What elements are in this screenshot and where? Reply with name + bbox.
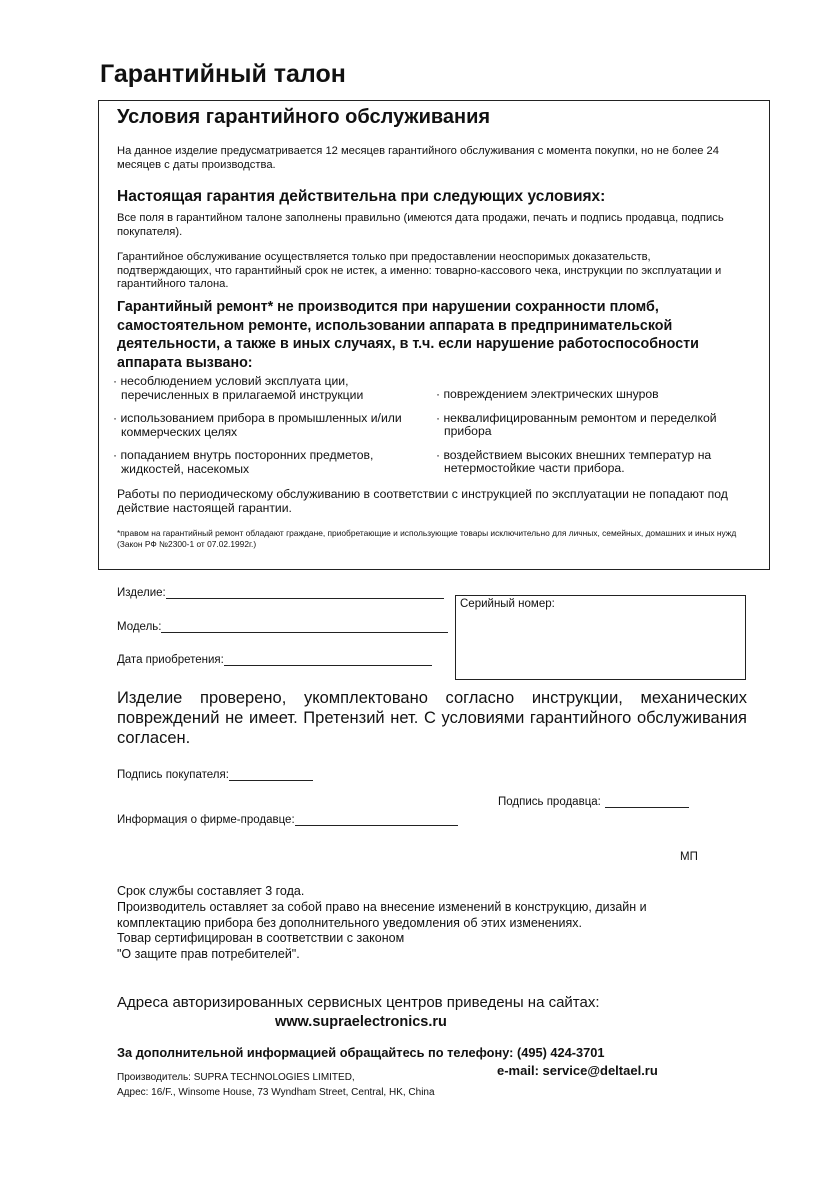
address: Адрес: 16/F., Winsome House, 73 Wyndham Street, Central, HK, China [117, 1087, 435, 1098]
email[interactable]: e-mail: service@deltael.ru [497, 1063, 658, 1078]
service-life: Срок службы составляет 3 года. [117, 884, 305, 898]
buyer-signature[interactable] [117, 768, 313, 781]
changes-notice: Производитель оставляет за собой право на внесение изменений в конструкцию, дизайн и комплектацию прибора без дополнительного уведомления об этих изменениях. [117, 899, 647, 930]
serial-number-box[interactable] [455, 595, 746, 680]
buyer-signature-line[interactable] [229, 768, 313, 781]
manufacturer: Производитель: SUPRA TECHNOLOGIES LIMITED, [117, 1072, 355, 1083]
buyer-signature-label: Подпись покупателя: [117, 769, 229, 781]
cause-item: · попаданием внутрь посторонних предметов, жидкостей, насекомых [113, 448, 374, 476]
certification: Товар сертифицирован в соответствии с законом [117, 931, 405, 946]
info-block [117, 884, 677, 963]
conditions-heading: Условия гарантийного обслуживания [117, 106, 491, 128]
product-field[interactable] [117, 586, 444, 599]
seller-info[interactable] [117, 813, 458, 826]
purchase-date-line[interactable] [224, 653, 432, 666]
valid-heading: Настоящая гарантия действительна при следующих условиях: [117, 188, 606, 205]
seller-signature-label: Подпись продавца: [498, 796, 601, 808]
purchase-date-label: Дата приобретения: [117, 654, 224, 666]
cause-item: · несоблюдением условий эксплуата ции, перечисленных в прилагаемой инструкции [113, 374, 364, 402]
intro-text: На данное изделие предусматривается 12 месяцев гарантийного обслуживания с момента покупки, но не более 24 месяцев с даты производства. [117, 145, 719, 171]
serial-label: Серийный номер: [460, 598, 555, 610]
valid-p1: Все поля в гарантийном талоне заполнены правильно (имеются дата продажи, печать и подпись продавца, подпись покупателя). [117, 212, 724, 238]
cause-item: · повреждением электрических шнуров [436, 387, 659, 401]
cause-item: · неквалифицированным ремонтом и переделкой прибора [436, 410, 717, 438]
product-line[interactable] [166, 586, 444, 599]
service-text: Адреса авторизированных сервисных центров приведены на сайтах: [117, 994, 600, 1011]
model-field[interactable] [117, 620, 448, 633]
valid-p2: Гарантийное обслуживание осуществляется только при предоставлении неоспоримых доказательств, подтверждающих, что гарантийный срок не истек, а именно: товарно-кассового чека, инструкции по эксплуатации и гарантийного талона. [117, 251, 722, 290]
statement: Изделие проверено, укомплектовано согласно инструкции, механических повреждений не имеет. Претензий нет. С условиями гарантийного обслуживания согласен. [117, 689, 747, 747]
product-label: Изделие: [117, 587, 166, 599]
cause-item: · использованием прибора в промышленных и/или коммерческих целях [113, 411, 402, 439]
seller-signature-line[interactable] [605, 795, 689, 808]
seller-signature[interactable] [498, 795, 689, 808]
model-line[interactable] [161, 620, 448, 633]
causes-left [113, 375, 423, 486]
phone-text: За дополнительной информацией обращайтесь по телефону: (495) 424-3701 [117, 1045, 605, 1060]
seller-info-label: Информация о фирме-продавце: [117, 814, 295, 826]
service-url[interactable]: www.supraelectronics.ru [275, 1014, 447, 1030]
cause-item: · воздействием высоких внешних температур на нетермостойкие части прибора. [436, 447, 712, 475]
footnote: *правом на гарантийный ремонт обладают граждане, приобретающие и использующие товары исключительно для личных, семейных, домашних и иных нужд (Закон РФ №2300-1 от 07.02.1992г.) [117, 528, 737, 549]
causes-right [436, 388, 756, 486]
stamp-place: МП [680, 851, 698, 863]
purchase-date-field[interactable] [117, 653, 432, 666]
page-title: Гарантийный талон [100, 60, 346, 88]
not-covered-text: Гарантийный ремонт* не производится при нарушении сохранности пломб, самостоятельном ремонте, использовании аппарата в предпринимательской деятельности, а также в иных случаях, в т.ч. если нарушение работоспособности аппарата вызвано: [117, 299, 699, 371]
law-name: "О защите прав потребителей". [117, 947, 300, 962]
model-label: Модель: [117, 621, 162, 633]
seller-info-line[interactable] [295, 813, 458, 826]
periodic-text: Работы по периодическому обслуживанию в соответствии с инструкцией по эксплуатации не попадают под действие настоящей гарантии. [117, 487, 728, 515]
